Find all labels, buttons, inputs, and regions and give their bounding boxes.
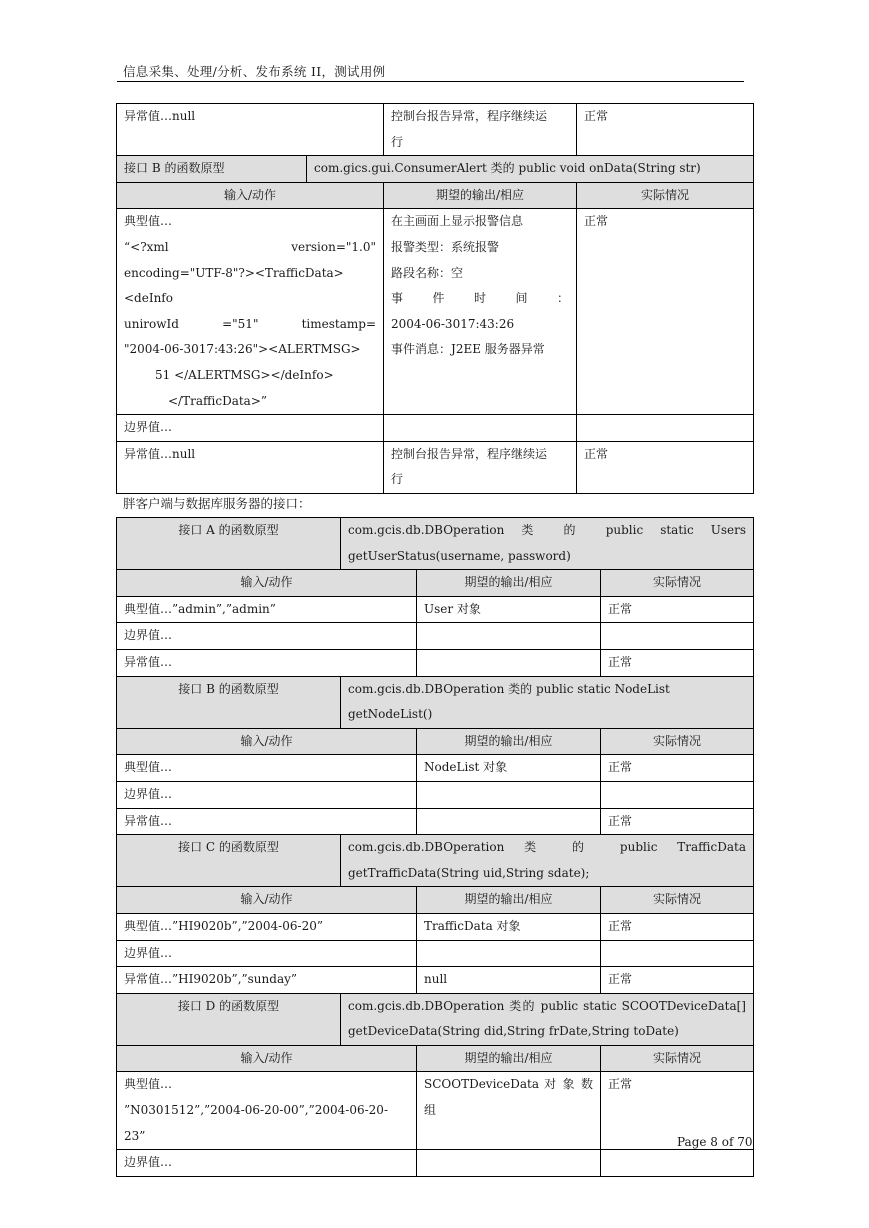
page-number: Page 8 of 70 xyxy=(677,1135,753,1149)
column-header-expected: 期望的输出/相应 xyxy=(417,728,601,755)
table-row xyxy=(117,940,754,967)
interface-label: 接口 C 的函数原型 xyxy=(117,835,341,887)
input-cell: 典型值…”admin”,”admin” xyxy=(117,596,417,623)
input-cell: 异常值… xyxy=(117,649,417,676)
column-header-expected: 期望的输出/相应 xyxy=(384,182,577,209)
input-cell: 典型值… xyxy=(117,755,417,782)
input-cell xyxy=(117,209,384,415)
input-cell: 异常值…null xyxy=(117,441,384,493)
expected-line: 事 件 时 间 ： xyxy=(391,291,570,306)
signature-line: com.gcis.db.DBOperation 类的 public static SCOOTDeviceData[] xyxy=(348,998,746,1013)
actual-cell xyxy=(601,781,754,808)
table-row xyxy=(117,209,754,415)
expected-cell xyxy=(417,781,601,808)
input-line: ”N0301512”,”2004-06-20-00”,”2004-06-20-23” xyxy=(124,1103,388,1143)
expected-line: 组 xyxy=(424,1103,437,1118)
actual-cell: 正常 xyxy=(601,808,754,835)
input-line: “<?xml version="1.0" xyxy=(124,239,377,254)
expected-cell: NodeList 对象 xyxy=(417,755,601,782)
column-header-row xyxy=(117,728,754,755)
table-row xyxy=(117,596,754,623)
input-line: encoding="UTF-8"?><TrafficData><deInfo xyxy=(124,265,344,306)
input-line: "2004-06-3017:43:26"><ALERTMSG> xyxy=(124,342,361,357)
signature-line: com.gcis.db.DBOperation 类 的 public static Users xyxy=(348,523,746,537)
column-header-row xyxy=(117,182,754,209)
actual-cell: 正常 xyxy=(601,1072,754,1150)
input-cell: 边界值… xyxy=(117,940,417,967)
interface-test-table-upper xyxy=(116,103,754,494)
column-header-expected: 期望的输出/相应 xyxy=(417,570,601,597)
column-header-input: 输入/动作 xyxy=(117,182,384,209)
input-cell: 边界值… xyxy=(117,1150,417,1177)
table-row xyxy=(117,623,754,650)
expected-cell xyxy=(384,415,577,442)
input-line: </TrafficData>” xyxy=(168,393,268,408)
table-row xyxy=(117,649,754,676)
interface-signature: com.gics.gui.ConsumerAlert 类的 public void onData(String str) xyxy=(307,156,754,183)
column-header-row xyxy=(117,570,754,597)
expected-line: 控制台报告异常，程序继续运 xyxy=(391,446,548,461)
expected-cell xyxy=(417,649,601,676)
actual-cell: 正常 xyxy=(601,967,754,994)
column-header-input: 输入/动作 xyxy=(117,728,417,755)
interface-label: 接口 A 的函数原型 xyxy=(117,518,341,570)
interface-signature: com.gcis.db.DBOperation 类的 public static NodeList getNodeList() xyxy=(341,676,754,728)
table-row xyxy=(117,913,754,940)
expected-cell: User 对象 xyxy=(417,596,601,623)
column-header-expected: 期望的输出/相应 xyxy=(417,1045,601,1072)
column-header-input: 输入/动作 xyxy=(117,887,417,914)
input-line: 51 </ALERTMSG></deInfo> xyxy=(155,367,334,382)
table-row xyxy=(117,755,754,782)
signature-line: com.gcis.db.DBOperation 类 的 public TrafficData xyxy=(348,840,746,855)
table-row xyxy=(117,808,754,835)
running-header: 信息采集、处理/分析、发布系统 II，测试用例 xyxy=(123,64,386,79)
input-cell: 典型值…”HI9020b”,”2004-06-20” xyxy=(117,913,417,940)
interface-label: 接口 B 的函数原型 xyxy=(117,156,307,183)
signature-line: getDeviceData(String did,String frDate,String toDate) xyxy=(348,1024,679,1039)
signature-line: getUserStatus(username, password) xyxy=(348,548,571,563)
table-row xyxy=(117,415,754,442)
actual-cell: 正常 xyxy=(601,596,754,623)
expected-cell xyxy=(384,441,577,493)
table-row xyxy=(117,967,754,994)
interface-prototype-row xyxy=(117,156,754,183)
actual-cell: 正常 xyxy=(577,104,754,156)
actual-cell: 正常 xyxy=(601,913,754,940)
input-cell: 异常值…null xyxy=(117,104,384,156)
actual-cell: 正常 xyxy=(601,755,754,782)
column-header-actual: 实际情况 xyxy=(601,887,754,914)
column-header-row xyxy=(117,887,754,914)
column-header-input: 输入/动作 xyxy=(117,1045,417,1072)
column-header-row xyxy=(117,1045,754,1072)
interface-prototype-row xyxy=(117,993,754,1045)
interface-test-table-lower xyxy=(116,517,754,1177)
interface-label: 接口 D 的函数原型 xyxy=(117,993,341,1045)
column-header-actual: 实际情况 xyxy=(601,728,754,755)
interface-prototype-row xyxy=(117,676,754,728)
input-cell: 边界值… xyxy=(117,781,417,808)
actual-cell xyxy=(577,415,754,442)
actual-cell xyxy=(601,623,754,650)
interface-label: 接口 B 的函数原型 xyxy=(117,676,341,728)
expected-line: 控制台报告异常，程序继续运 xyxy=(391,109,548,123)
section-title: 胖客户端与数据库服务器的接口： xyxy=(123,496,311,511)
expected-cell xyxy=(417,1072,601,1150)
expected-line: 路段名称：空 xyxy=(391,265,464,280)
table-row xyxy=(117,104,754,156)
signature-line: getTrafficData(String uid,String sdate); xyxy=(348,865,590,880)
expected-cell xyxy=(384,209,577,415)
expected-cell: null xyxy=(417,967,601,994)
expected-cell: TrafficData 对象 xyxy=(417,913,601,940)
input-cell: 边界值… xyxy=(117,623,417,650)
expected-cell xyxy=(384,104,577,156)
expected-line: 事件消息：J2EE 服务器异常 xyxy=(391,342,545,357)
interface-signature xyxy=(341,835,754,887)
expected-line: 行 xyxy=(391,472,404,487)
expected-cell xyxy=(417,623,601,650)
table-row xyxy=(117,441,754,493)
input-cell: 边界值… xyxy=(117,415,384,442)
input-line: 典型值… xyxy=(124,1077,173,1092)
interface-signature xyxy=(341,518,754,570)
column-header-actual: 实际情况 xyxy=(601,570,754,597)
actual-cell: 正常 xyxy=(601,649,754,676)
header-rule xyxy=(117,81,744,82)
expected-line: 行 xyxy=(391,134,404,149)
expected-cell xyxy=(417,940,601,967)
actual-cell: 正常 xyxy=(577,441,754,493)
input-line: 典型值… xyxy=(124,214,173,229)
expected-line: 2004-06-3017:43:26 xyxy=(391,316,515,331)
expected-line: 在主画面上显示报警信息 xyxy=(391,214,524,229)
interface-signature xyxy=(341,993,754,1045)
actual-cell xyxy=(601,940,754,967)
column-header-expected: 期望的输出/相应 xyxy=(417,887,601,914)
actual-cell xyxy=(601,1150,754,1177)
input-cell xyxy=(117,1072,417,1150)
expected-line: 报警类型：系统报警 xyxy=(391,239,500,254)
actual-cell: 正常 xyxy=(577,209,754,415)
table-row xyxy=(117,781,754,808)
input-line: unirowId ="51" timestamp= xyxy=(124,316,377,331)
table-row xyxy=(117,1150,754,1177)
interface-prototype-row xyxy=(117,518,754,570)
expected-line: SCOOTDeviceData 对 象 数 xyxy=(424,1077,593,1092)
interface-prototype-row xyxy=(117,835,754,887)
column-header-actual: 实际情况 xyxy=(601,1045,754,1072)
input-cell: 异常值… xyxy=(117,808,417,835)
table-row xyxy=(117,1072,754,1150)
input-cell: 异常值…”HI9020b”,”sunday” xyxy=(117,967,417,994)
column-header-actual: 实际情况 xyxy=(577,182,754,209)
column-header-input: 输入/动作 xyxy=(117,570,417,597)
expected-cell xyxy=(417,1150,601,1177)
expected-cell xyxy=(417,808,601,835)
